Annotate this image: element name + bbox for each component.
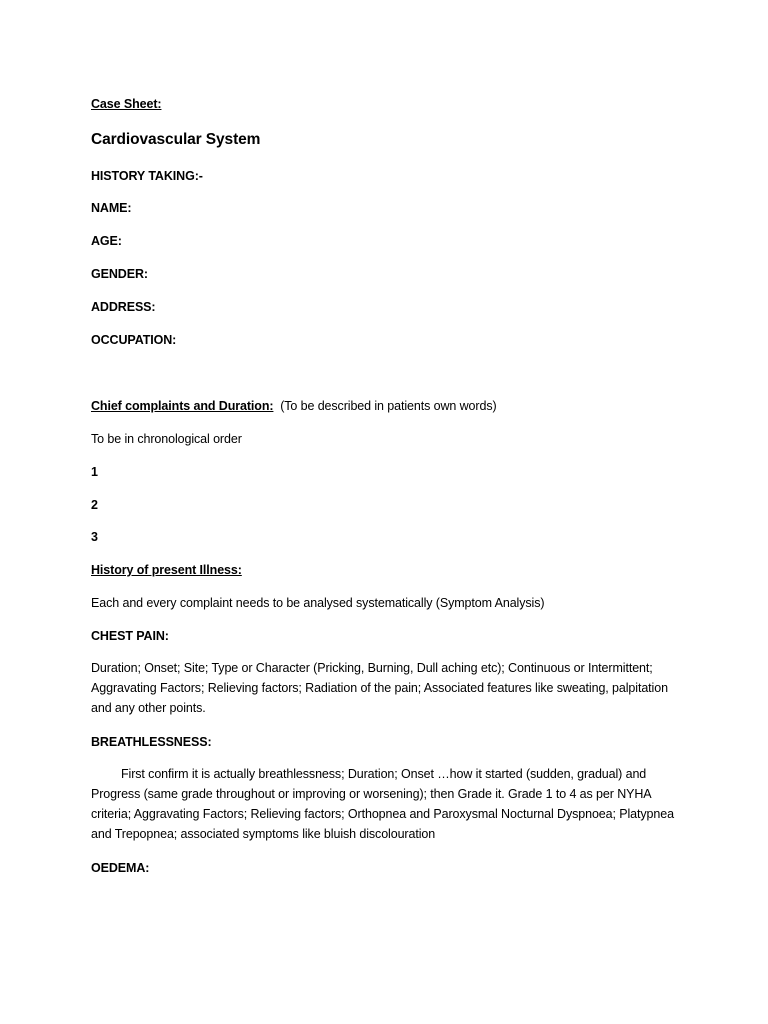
chief-complaints-note: (To be described in patients own words) xyxy=(280,399,497,413)
chronological-order-note: To be in chronological order xyxy=(91,432,242,446)
breathlessness-text: First confirm it is actually breathlessness; Duration; Onset …how it started (sudden, gradual) and Progress (same grade throughout or improving or worsening); then Grade it. Grade 1 to 4 as per NYHA criteria; Aggravating Factors; Relieving factors; Orthopnea and Paroxysmal Nocturnal Dyspnoea; Platypnea and Trepopnea; associated symptoms like bluish discolouration xyxy=(91,767,674,841)
gender-field-label: GENDER: xyxy=(91,267,148,281)
occupation-field-label: OCCUPATION: xyxy=(91,333,177,347)
complaint-item-2: 2 xyxy=(91,498,98,512)
oedema-heading: OEDEMA: xyxy=(91,861,150,875)
chest-pain-text: Duration; Onset; Site; Type or Character (Pricking, Burning, Dull aching etc); Continuous or Intermittent; Aggravating Factors; Relieving factors; Radiation of the pain; Associated features like sweating, palpitation and any other points. xyxy=(91,661,668,715)
complaint-item-3: 3 xyxy=(91,530,98,544)
complaint-item-1: 1 xyxy=(91,465,98,479)
document-title: Cardiovascular System xyxy=(91,131,261,148)
name-field-label: NAME: xyxy=(91,201,132,215)
chief-complaints-line xyxy=(91,398,497,414)
age-field-label: AGE: xyxy=(91,234,122,248)
address-field-label: ADDRESS: xyxy=(91,300,156,314)
history-taking-heading: HISTORY TAKING:- xyxy=(91,169,203,183)
chest-pain-heading: CHEST PAIN: xyxy=(91,629,169,643)
chief-complaints-heading: Chief complaints and Duration: xyxy=(91,399,274,413)
case-sheet-heading: Case Sheet: xyxy=(91,97,162,111)
present-illness-heading: History of present Illness: xyxy=(91,563,242,577)
breathlessness-heading: BREATHLESSNESS: xyxy=(91,735,212,749)
present-illness-intro: Each and every complaint needs to be analysed systematically (Symptom Analysis) xyxy=(91,596,545,610)
